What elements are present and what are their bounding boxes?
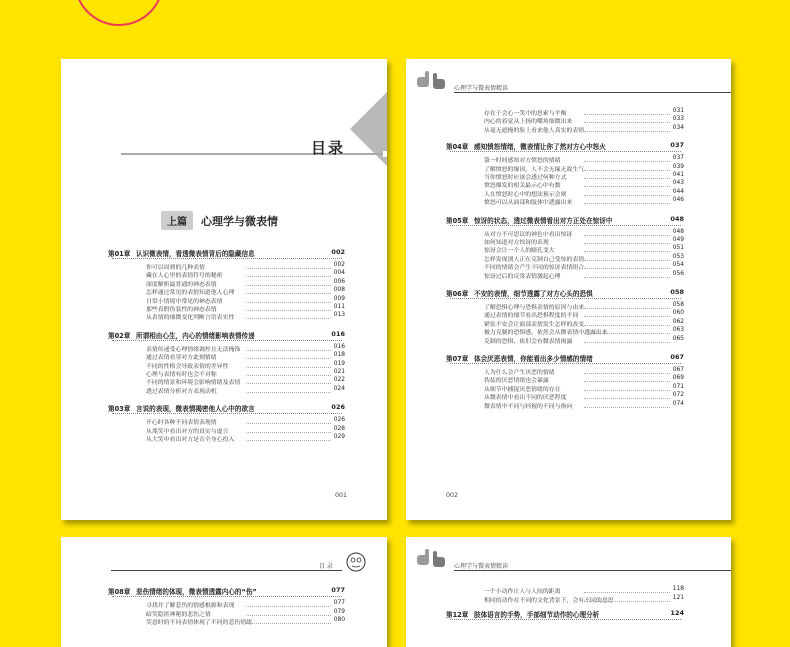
toc-entry: 存在于会心一笑中的思索与平衡 — [484, 111, 567, 117]
entry-page: 065 — [672, 335, 684, 342]
toc-entry: 愤怒爆发的相关最示心中有数 — [484, 183, 561, 190]
chapter-page: 016 — [331, 329, 345, 338]
toc-entry: 如何知道对方惊讶的表现 — [484, 240, 549, 246]
leader-dots — [584, 243, 670, 244]
toc-entry: 寻找并了解悲伤的情感根源和表现 — [146, 603, 235, 609]
chapter-underline — [450, 619, 681, 620]
leader-dots — [584, 131, 670, 132]
leader-dots — [584, 592, 670, 593]
entry-page: 077 — [333, 600, 345, 606]
entry-page: 006 — [333, 278, 345, 285]
toc-entry: 从细节中捕捉厌恶情绪的存在 — [484, 386, 561, 393]
page-number: 001 — [335, 492, 348, 499]
leader-dots — [246, 302, 331, 303]
chapter-title: 所谓相由心生，内心的情绪影响表情传递 — [136, 331, 255, 340]
leader-dots — [584, 186, 670, 187]
toc-entry: 紧张不安会让面部表情发生怎样的改变 — [484, 321, 585, 328]
leader-dots — [584, 114, 670, 115]
leader-dots — [584, 325, 670, 326]
entry-page: 031 — [672, 108, 684, 114]
chapter-heading — [108, 403, 327, 413]
part-badge: 上篇 — [161, 211, 193, 230]
toc-entry: 第一时间感知对方愤怒的情绪 — [484, 158, 561, 165]
leader-dots — [584, 407, 670, 408]
entry-page: 034 — [672, 124, 684, 131]
chapter-number: 第08章 — [108, 588, 131, 596]
toc-entry: 当你愤怒时应该会透过何种方式 — [484, 175, 567, 181]
leader-dots — [584, 235, 670, 236]
entry-page: 041 — [672, 172, 684, 178]
leader-dots — [246, 383, 331, 384]
entry-page: 029 — [333, 434, 345, 440]
chapter-heading — [108, 586, 327, 596]
toc-entry: 深度解析最普通的神态表情 — [146, 281, 217, 288]
toc-entry: 愤怒可以从面部和肢体中透露出来 — [484, 200, 573, 207]
entry-page: 121 — [672, 594, 684, 601]
title-rule — [121, 153, 387, 155]
leader-dots — [584, 316, 670, 317]
toc-entry: 藏在人心里的表情符号的秘密 — [146, 273, 223, 280]
toc-entry: 笑意时的不同表情体现了不同的悲伤情绪 — [146, 620, 253, 627]
leader-dots — [584, 170, 670, 171]
chapter-heading — [446, 288, 666, 298]
leader-dots — [584, 333, 670, 334]
toc-entry: 从对方不可思议的神色中看出惊讶 — [484, 231, 573, 238]
toc-entry: 不同的情绪会产生不同的惊讶表情组合 — [484, 265, 585, 272]
toc-entry: 怎样发现别人正在克制自己受惊的表情 — [484, 256, 585, 263]
chapter-underline — [450, 298, 681, 299]
leader-dots — [584, 203, 670, 204]
leader-dots — [246, 440, 331, 441]
entry-page: 046 — [672, 197, 684, 204]
entry-page: 062 — [672, 318, 684, 325]
leader-dots — [584, 342, 670, 343]
toc-entry: 从微表情中看出不同的厌恶程度 — [484, 395, 567, 402]
leader-dots — [246, 367, 331, 368]
entry-page: 018 — [333, 352, 345, 359]
leader-dots — [584, 178, 670, 179]
leader-dots — [246, 310, 331, 311]
toc-entry: 心理与表情有时也会不对称 — [146, 372, 217, 378]
toc-entry: 那些真假伪装性的神态表情 — [146, 307, 217, 313]
entry-page: 024 — [333, 385, 345, 392]
chapter-underline — [112, 258, 342, 259]
toc-entry: 你可以周到的几种表情 — [146, 265, 205, 271]
toc-entry: 日常小情境中常见的神态表情 — [146, 298, 223, 305]
chapter-page: 048 — [670, 214, 684, 223]
pointing-hands-icon — [415, 547, 447, 569]
toc-page-bottom-left — [61, 537, 387, 647]
chapter-title: 惊讶的状态，透过微表情看出对方正处在惊讶中 — [474, 216, 613, 225]
toc-entry: 不同的情景和环境会影响情绪及表情 — [146, 380, 241, 387]
toc-entry: 开心时各种不同表情表现情 — [146, 420, 217, 427]
chapter-number: 第02章 — [108, 331, 131, 340]
entry-page: 051 — [672, 245, 684, 252]
leader-dots — [246, 606, 331, 607]
entry-page: 033 — [672, 116, 684, 123]
entry-page: 028 — [333, 425, 345, 432]
header-rule — [454, 92, 731, 93]
leader-dots — [246, 358, 331, 359]
toc-entry: 透过表情分析对方表现动机 — [146, 388, 217, 395]
leader-dots — [246, 423, 331, 424]
chapter-page: 058 — [670, 288, 684, 296]
entry-page: 022 — [333, 377, 345, 384]
entry-page: 037 — [672, 155, 684, 162]
entry-page: 056 — [672, 270, 684, 277]
entry-page: 058 — [672, 302, 684, 308]
entry-page: 008 — [333, 287, 345, 294]
leader-dots — [584, 601, 670, 602]
entry-page: 054 — [672, 262, 684, 269]
chapter-title: 认识微表情，看透微表情背后的隐藏信息 — [136, 250, 255, 258]
entry-page: 009 — [333, 295, 345, 302]
leader-dots — [246, 392, 331, 393]
leader-dots — [246, 432, 331, 433]
leader-dots — [246, 375, 331, 376]
toc-entry: 不同的性格会导致表情的差异性 — [146, 363, 229, 370]
chapter-heading — [108, 248, 327, 258]
chapter-title: 肢体语言的手势，手部细节动作的心理分析 — [474, 611, 600, 620]
toc-entry: 表情传递受心理情绪调控且无法掩饰 — [146, 346, 241, 353]
running-header: 目 录 — [319, 563, 333, 570]
toc-entry: 了解愤怒的缘因，人不会无缘无故生气 — [484, 166, 585, 173]
entry-page: 072 — [672, 392, 684, 399]
chapter-title: 悲伤情绪的体现，微表情透露内心的“伤” — [136, 588, 257, 596]
entry-page: 069 — [672, 375, 684, 382]
chapter-heading — [446, 353, 666, 363]
chapter-underline — [450, 151, 681, 152]
running-header: 心理学与微表情精读 — [454, 85, 509, 92]
entry-page: 013 — [333, 312, 345, 319]
chapter-number: 第06章 — [446, 290, 469, 298]
entry-page: 079 — [333, 608, 345, 615]
leader-dots — [584, 390, 670, 391]
toc-entry: 从大笑中看出对方是否全身心投入 — [146, 437, 235, 443]
page-number: 002 — [446, 492, 459, 499]
leader-dots — [246, 318, 331, 319]
entry-page: 071 — [672, 383, 684, 390]
toc-entry: 从毫无遮掩的脸上看来他人真实的表情 — [484, 127, 585, 134]
entry-page: 118 — [672, 586, 684, 592]
entry-page: 074 — [672, 400, 684, 407]
toc-page-right — [406, 59, 731, 520]
toc-entry: 伪装的厌恶情绪也会暴露 — [484, 378, 549, 385]
entry-page: 080 — [333, 617, 345, 624]
leader-dots — [246, 350, 331, 351]
leader-dots — [246, 615, 331, 616]
entry-page: 026 — [333, 417, 345, 424]
entry-page: 067 — [672, 367, 684, 373]
toc-entry: 通过表情的细节看出恐惧程度的不同 — [484, 313, 579, 320]
leader-dots — [584, 161, 670, 162]
toc-entry: 微表情中不同与轻视的不同与指向 — [484, 403, 573, 410]
leader-dots — [584, 277, 670, 278]
leader-dots — [246, 293, 331, 294]
entry-page: 011 — [333, 304, 345, 310]
toc-entry: 惊讶会让一个人的瞳孔变大 — [484, 248, 555, 255]
toc-entry: 通过表情看穿对方此刻情绪 — [146, 355, 217, 362]
toc-entry: 惊讶过后的反常表情激起心理 — [484, 273, 561, 280]
entry-page: 039 — [672, 163, 684, 170]
entry-page: 044 — [672, 188, 684, 195]
entry-page: 016 — [333, 343, 345, 350]
toc-title: 目录 — [311, 139, 346, 157]
toc-entry: 克制的恐惧，依旧会有微表情揭露 — [484, 338, 573, 345]
chapter-underline — [450, 225, 681, 226]
chapter-heading — [446, 141, 666, 151]
chapter-title: 感知愤怒情绪，微表情让你了然对方心中怒火 — [474, 143, 606, 152]
leader-dots — [584, 195, 670, 196]
chapter-underline — [450, 363, 681, 364]
chapter-number: 第04章 — [446, 143, 469, 152]
entry-page: 004 — [333, 270, 345, 277]
toc-entry: 一个小动作让人与人间的距离 — [484, 589, 561, 595]
entry-page: 063 — [672, 327, 684, 334]
entry-page: 048 — [672, 228, 684, 235]
chapter-number: 第07章 — [446, 355, 469, 363]
chapter-page: 002 — [331, 248, 345, 256]
leader-dots — [246, 623, 331, 624]
pointing-hands-icon — [415, 69, 447, 91]
leader-dots — [584, 308, 670, 309]
chapter-number: 第03章 — [108, 405, 131, 414]
chapter-title: 体会厌恶表情，你能看出多少情感的情绪 — [474, 355, 593, 363]
leader-dots — [584, 398, 670, 399]
leader-dots — [246, 276, 331, 277]
toc-entry: 从蔑笑中看出对方的真实与虚言 — [146, 428, 229, 435]
toc-entry: 相同的动作在不同的文化背景下，会有不同的意思 — [484, 597, 614, 604]
toc-entry: 了解恐惧心理与恐惧表情的原因与由来 — [484, 305, 585, 311]
chapter-underline — [112, 413, 342, 414]
chapter-number: 第12章 — [446, 611, 469, 620]
entry-page: 021 — [333, 369, 345, 375]
part-heading — [161, 211, 278, 230]
chapter-underline — [112, 340, 342, 341]
chapter-heading — [108, 330, 327, 340]
entry-page: 043 — [672, 180, 684, 187]
toc-entry: 人为什么会产生厌恶的情绪 — [484, 370, 555, 376]
chapter-page: 124 — [670, 609, 684, 618]
face-doodle-icon — [345, 551, 367, 573]
leader-dots — [584, 381, 670, 382]
part-title: 心理学与微表情 — [201, 215, 278, 228]
toc-entry: 极力克制的恐惧感，依然会从微表情中透露出来 — [484, 330, 608, 337]
leader-dots — [246, 268, 331, 269]
leader-dots — [584, 251, 670, 252]
chapter-page: 037 — [670, 141, 684, 150]
toc-entry: 人在愤怒时心中的想法预示会则 — [484, 191, 567, 198]
toc-page-left — [61, 59, 387, 520]
chapter-page: 077 — [331, 586, 345, 594]
entry-page: 060 — [672, 310, 684, 317]
chapter-underline — [112, 596, 342, 597]
toc-entry: 暗笑隐匿神秘的悲伤之情 — [146, 611, 211, 618]
entry-page: 053 — [672, 253, 684, 260]
entry-page: 019 — [333, 360, 345, 367]
entry-page: 049 — [672, 237, 684, 243]
leader-dots — [246, 285, 331, 286]
toc-page-bottom-right — [406, 537, 731, 647]
leader-dots — [584, 373, 670, 374]
chapter-number: 第05章 — [446, 216, 469, 225]
header-rule — [454, 570, 731, 571]
chapter-page: 026 — [331, 403, 345, 412]
leader-dots — [584, 260, 670, 261]
leader-dots — [584, 122, 670, 123]
header-rule — [111, 570, 342, 571]
toc-entry: 从表情的细微变化判断言语表实性 — [146, 315, 235, 322]
entry-page: 002 — [333, 262, 345, 268]
chapter-heading — [446, 215, 666, 225]
toc-entry: 内心的着觉从上扬的嘴角细微出来 — [484, 119, 573, 126]
chapter-page: 067 — [670, 353, 684, 361]
chapter-title: 不安的表情，细节透露了对方心头的恐惧 — [474, 290, 593, 298]
chapter-heading — [446, 609, 666, 619]
toc-entry: 怎样通过常见的表情知道他人心理 — [146, 290, 235, 297]
chapter-number: 第01章 — [108, 250, 131, 258]
chapter-title: 言说的表现，微表情揭密他人心中的欲言 — [136, 405, 255, 414]
running-header: 心理学与微表情精读 — [454, 563, 509, 570]
decorative-circle — [74, 0, 164, 26]
leader-dots — [584, 268, 670, 269]
